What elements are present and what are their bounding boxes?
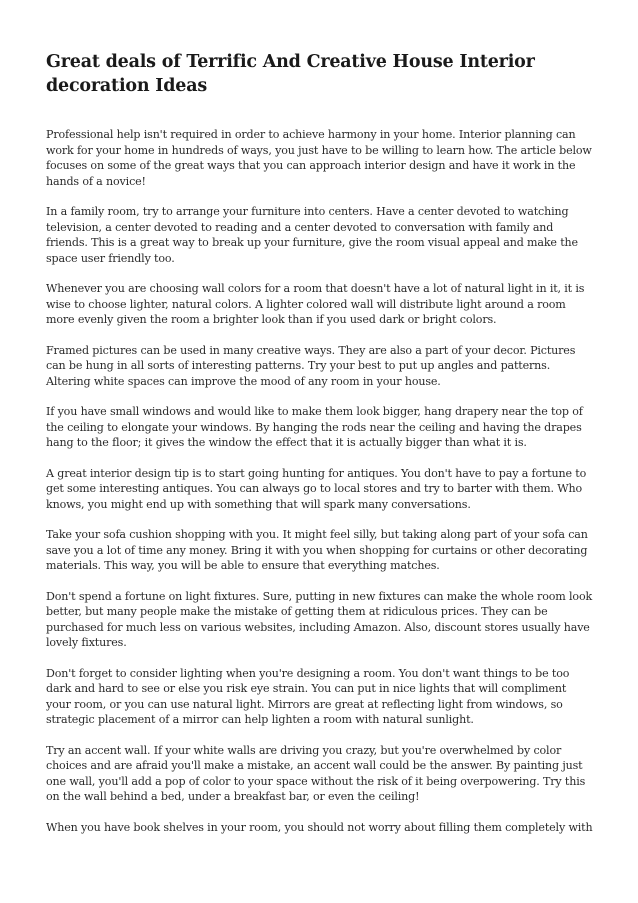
paragraph-6: A great interior design tip is to start going hunting for antiques. You don't have to pay a fortune to get some interesting antiques. You can always go to local stores and try to barter with them. Who knows, you might end up with something that will spark many conversations.: [46, 466, 587, 511]
page-title: Great deals of Terrific And Creative House Interior decoration Ideas: [46, 52, 535, 96]
paragraph-8: Don't spend a fortune on light fixtures. Sure, putting in new fixtures can make the whole room look better, but many people make the mistake of getting them at ridiculous prices. They can be purchased for much less on various websites, including Amazon. Also, discount stores usually have lovely fixtures.: [46, 589, 593, 649]
document-page: [46, 0, 594, 850]
paragraph-1: Professional help isn't required in order to achieve harmony in your home. Interior planning can work for your home in hundreds of ways, you just have to be willing to learn how. The article below focuses on some of the great ways that you can approach interior design and have it work in the hands of a novice!: [46, 128, 592, 188]
paragraph-4: Framed pictures can be used in many creative ways. They are also a part of your decor. Pictures can be hung in all sorts of interesting patterns. Try your best to put up angles and patterns. Altering white spaces can improve the mood of any room in your house.: [46, 343, 576, 388]
paragraph-9: Don't forget to consider lighting when you're designing a room. You don't want things to be too dark and hard to see or else you risk eye strain. You can put in nice lights that will compliment your room, or you can use natural light. Mirrors are great at reflecting light from windows, so strategic placement of a mirror can help lighten a room with natural sunlight.: [46, 666, 570, 726]
paragraph-2: In a family room, try to arrange your furniture into centers. Have a center devoted to watching television, a center devoted to reading and a center devoted to conversation with family and friends. This is a great way to break up your furniture, give the room visual appeal and make the space user friendly too.: [46, 205, 578, 265]
paragraph-11: When you have book shelves in your room, you should not worry about filling them completely with: [46, 820, 593, 834]
paragraph-10: Try an accent wall. If your white walls are driving you crazy, but you're overwhelmed by color choices and are afraid you'll make a mistake, an accent wall could be the answer. By painting just one wall, you'll add a pop of color to your space without the risk of it being overpowering. Try this on the wall behind a bed, under a breakfast bar, or even the ceiling!: [46, 743, 586, 803]
paragraph-7: Take your sofa cushion shopping with you. It might feel silly, but taking along part of your sofa can save you a lot of time any money. Bring it with you when shopping for curtains or other decorating materials. This way, you will be able to ensure that everything matches.: [46, 528, 588, 572]
article-body: [46, 127, 594, 835]
paragraph-5: If you have small windows and would like to make them look bigger, hang drapery near the top of the ceiling to elongate your windows. By hanging the rods near the ceiling and having the drapes hang to the floor; it gives the window the effect that it is actually bigger than what it is.: [46, 405, 583, 449]
paragraph-3: Whenever you are choosing wall colors for a room that doesn't have a lot of natural light in it, it is wise to choose lighter, natural colors. A lighter colored wall will distribute light around a room more evenly given the room a brighter look than if you used dark or bright colors.: [46, 282, 585, 326]
